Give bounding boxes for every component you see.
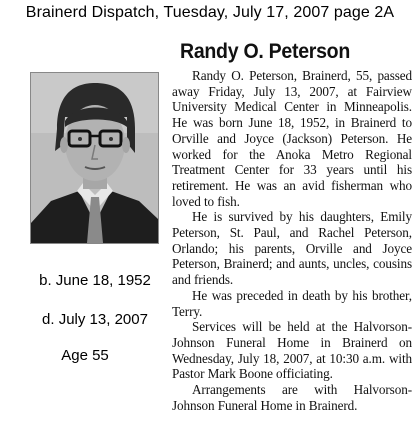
obituary-paragraph: He was preceded in death by his brother, Terry. [172,287,412,319]
obituary-paragraph: He is survived by his daughters, Emily Peterson, St. Paul, and Rachel Peterson, Orlando; his parents, Orville and Joyce Peterson, Brainerd; and aunts, uncles, cousins and friends. [172,209,412,288]
portrait-photo [30,72,159,244]
age: Age 55 [61,347,109,364]
death-date: d. July 13, 2007 [42,311,148,328]
obituary-paragraph: Services will be held at the Halvorson-Johnson Funeral Home in Brainerd on Wednesday, July 18, 2007, at 10:30 a.m. with Pastor Mark Boone officiating. [172,319,412,382]
obituary-headline: Randy O. Peterson [180,40,351,63]
portrait-image [31,73,158,243]
obituary-paragraph: Randy O. Peterson, Brainerd, 55, passed away Friday, July 13, 2007, at Fairview University Medical Center in Minneapolis. He was born June 18, 1952, in Brainerd to Orville and Joyce (Jackson) Peterson. He worked for the Anoka Metro Regional Treatment Center for 33 years until his retirement. He was an avid fisherman who loved to fish. [172,68,412,209]
newspaper-caption: Brainerd Dispatch, Tuesday, July 17, 2007 page 2A [25,4,395,21]
obituary-paragraph: Arrangements are with Halvorson-Johnson Funeral Home in Brainerd. [172,382,412,413]
obituary-article [172,40,412,413]
birth-date: b. June 18, 1952 [39,272,151,289]
